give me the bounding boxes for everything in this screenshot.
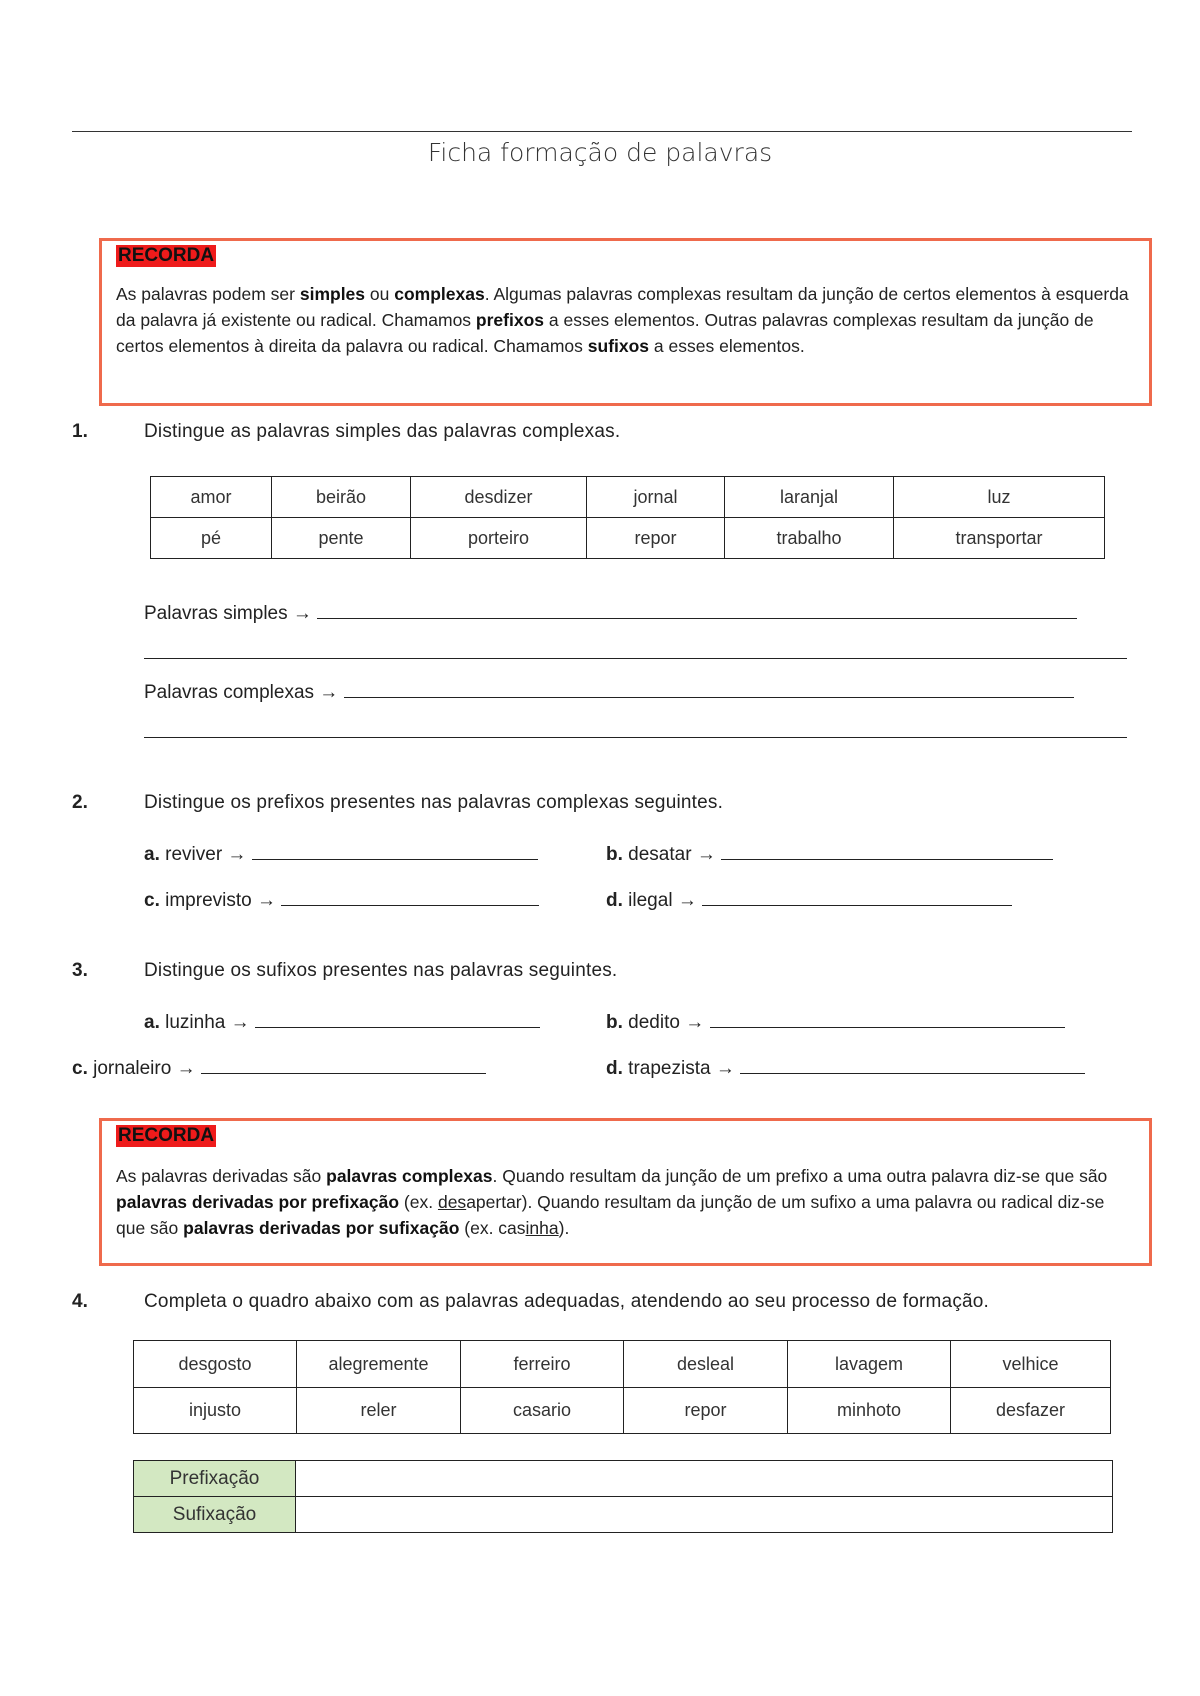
answer-blank[interactable] (144, 640, 1127, 659)
answer-blank[interactable] (710, 1008, 1065, 1028)
word-cell: desfazer (951, 1388, 1111, 1434)
item-2b: b. desatar → (606, 840, 1053, 866)
word-cell: trabalho (725, 518, 894, 559)
prefixacao-label: Prefixação (134, 1461, 296, 1497)
answer-blank[interactable] (740, 1054, 1085, 1074)
word-cell: repor (624, 1388, 788, 1434)
word-cell: pente (272, 518, 411, 559)
question-text: Distingue os sufixos presentes nas palavras seguintes. (144, 960, 618, 981)
word-table-1 (150, 476, 1105, 559)
word-cell: luz (894, 477, 1105, 518)
recorda-tag: RECORDA (118, 245, 215, 266)
word-cell: desdizer (411, 477, 587, 518)
page-title: Ficha formação de palavras (427, 138, 773, 167)
complexas-label: Palavras complexas → (144, 682, 339, 703)
question-text: Completa o quadro abaixo com as palavras adequadas, atendendo ao seu processo de formação. (144, 1291, 990, 1312)
word-cell: desgosto (134, 1341, 297, 1388)
question-number: 4. (72, 1291, 88, 1312)
simples-label: Palavras simples → (144, 603, 312, 624)
word-table-4 (133, 1340, 1111, 1434)
word-cell: ferreiro (461, 1341, 624, 1388)
word-cell: pé (151, 518, 272, 559)
item-2c: c. imprevisto → (144, 886, 539, 912)
word-cell: jornal (587, 477, 725, 518)
recorda-box-2 (99, 1118, 1152, 1266)
prefixacao-answer-cell[interactable] (296, 1461, 1113, 1497)
recorda-tag: RECORDA (118, 1125, 215, 1146)
sufixacao-answer-cell[interactable] (296, 1497, 1113, 1533)
answer-blank[interactable] (201, 1054, 486, 1074)
word-cell: velhice (951, 1341, 1111, 1388)
classification-table (133, 1460, 1113, 1533)
word-cell: porteiro (411, 518, 587, 559)
sufixacao-label: Sufixação (134, 1497, 296, 1533)
answer-blank[interactable] (255, 1008, 540, 1028)
word-cell: amor (151, 477, 272, 518)
word-cell: lavagem (788, 1341, 951, 1388)
word-cell: beirão (272, 477, 411, 518)
question-number: 1. (72, 421, 88, 442)
recorda-text-1: As palavras podem ser simples ou complexas. Algumas palavras complexas resultam da junção de certos elementos à esquerda da palavra já existente ou radical. Chamamos prefixos a esses elementos. Outras palavras complexas resultam da junção de certos elementos à direita da palavra ou radical. Chamamos sufixos a esses elementos. (116, 284, 1129, 356)
word-cell: casario (461, 1388, 624, 1434)
question-number: 2. (72, 792, 88, 813)
item-3a: a. luzinha → (144, 1008, 540, 1034)
answer-blank[interactable] (702, 886, 1012, 906)
question-text: Distingue os prefixos presentes nas palavras complexas seguintes. (144, 792, 724, 813)
answer-blank[interactable] (144, 719, 1127, 738)
answer-blank[interactable] (281, 886, 539, 906)
answer-blank[interactable] (252, 840, 538, 860)
word-cell: reler (297, 1388, 461, 1434)
recorda-text-2: As palavras derivadas são palavras complexas. Quando resultam da junção de um prefixo a uma outra palavra diz-se que são palavras derivadas por prefixação (ex. desapertar). Quando resultam da junção de um sufixo a uma palavra ou radical diz-se que são palavras derivadas por sufixação (ex. casinha). (116, 1166, 1108, 1238)
word-cell: alegremente (297, 1341, 461, 1388)
answer-line-simples (144, 599, 1077, 625)
word-cell: laranjal (725, 477, 894, 518)
word-cell: repor (587, 518, 725, 559)
item-2a: a. reviver → (144, 840, 538, 866)
item-3d: d. trapezista → (606, 1054, 1085, 1080)
item-3c: c. jornaleiro → (72, 1054, 486, 1080)
word-cell: injusto (134, 1388, 297, 1434)
word-cell: minhoto (788, 1388, 951, 1434)
item-2d: d. ilegal → (606, 886, 1012, 912)
question-number: 3. (72, 960, 88, 981)
answer-blank[interactable] (721, 840, 1053, 860)
answer-blank[interactable] (317, 599, 1077, 619)
answer-line-complexas (144, 678, 1074, 704)
header-rule (72, 131, 1132, 132)
item-3b: b. dedito → (606, 1008, 1065, 1034)
question-text: Distingue as palavras simples das palavras complexas. (144, 421, 621, 442)
recorda-box-1 (99, 238, 1152, 406)
answer-blank[interactable] (344, 678, 1074, 698)
word-cell: transportar (894, 518, 1105, 559)
word-cell: desleal (624, 1341, 788, 1388)
